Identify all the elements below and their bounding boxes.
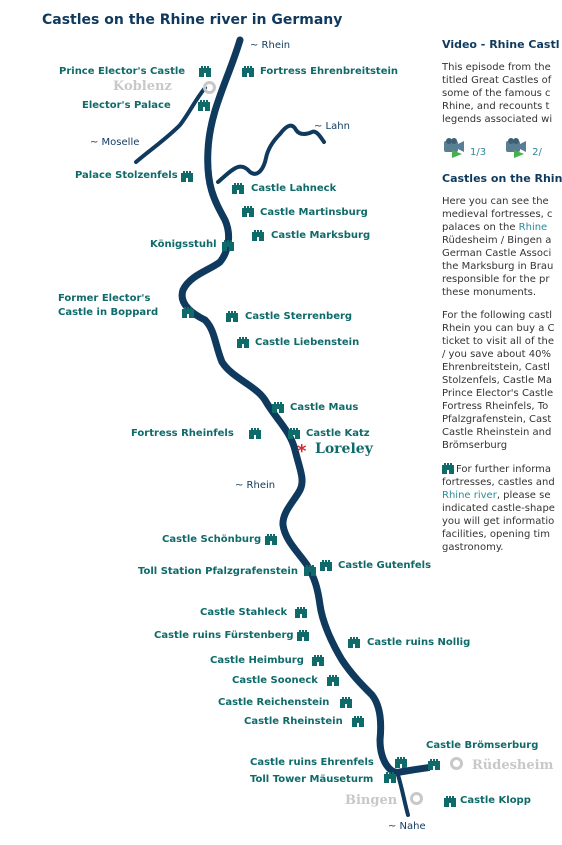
castle-label-maeuseturm[interactable]: Toll Tower Mäuseturm: [250, 774, 374, 785]
castle-label-broemserburg[interactable]: Castle Brömserburg: [426, 740, 539, 751]
castle-icon[interactable]: [384, 771, 396, 783]
castle-label-rheinstein[interactable]: Castle Rheinstein: [244, 716, 343, 727]
city-koblenz: Koblenz: [113, 79, 172, 94]
castle-icon[interactable]: [181, 170, 193, 182]
castle-icon: [442, 462, 454, 474]
castle-label-nollig[interactable]: Castle ruins Nollig: [367, 637, 471, 648]
castle-icon[interactable]: [288, 427, 300, 439]
castle-icon[interactable]: [297, 629, 309, 641]
video-link-1[interactable]: [442, 136, 486, 158]
castle-label-sooneck[interactable]: Castle Sooneck: [232, 675, 318, 686]
video-camera-icon: [442, 136, 466, 158]
castle-label-ehrenfels[interactable]: Castle ruins Ehrenfels: [250, 757, 374, 768]
castles-intro-text-b: Rüdesheim / Bingen a German Castle Associ the Marksburg in Brau responsible for the pr these monuments.: [442, 235, 554, 298]
further-info-text-a: For further informa fortresses, castles and: [442, 464, 555, 488]
video-links: [442, 136, 562, 158]
further-info: [442, 462, 562, 554]
river-label-nahe: ~ Nahe: [388, 821, 426, 832]
video-link-1-label: 1/3: [470, 147, 487, 158]
castle-label-ehrenbreitstein[interactable]: Fortress Ehrenbreitstein: [260, 66, 399, 77]
castle-label-prince-elector[interactable]: Prince Elector's Castle: [59, 66, 186, 77]
castle-icon[interactable]: [395, 756, 407, 768]
river-label-moselle: ~ Moselle: [90, 137, 140, 148]
castle-icon[interactable]: [232, 182, 244, 194]
castle-icon[interactable]: [272, 401, 284, 413]
castle-icon[interactable]: [237, 336, 249, 348]
video-camera-icon: [504, 136, 528, 158]
castle-icon[interactable]: [226, 310, 238, 322]
castle-label-martinsburg[interactable]: Castle Martinsburg: [260, 207, 368, 218]
castle-icon[interactable]: [222, 239, 234, 251]
castle-icon[interactable]: [340, 696, 352, 708]
castles-intro: [442, 195, 562, 299]
castle-label-electors-palace[interactable]: Elector's Palace: [82, 100, 171, 111]
castle-label-reichenstein[interactable]: Castle Reichenstein: [218, 697, 330, 708]
castle-label-rheinfels[interactable]: Fortress Rheinfels: [131, 428, 234, 439]
castle-icon[interactable]: [428, 758, 440, 770]
city-bingen: Bingen: [345, 793, 398, 808]
video-link-2-label: 2/: [532, 147, 542, 158]
castle-icon[interactable]: [304, 564, 316, 576]
ticket-info: For the following castl Rhein you can buy a C ticket to visit all of the / you save about 40% Ehrenbreitstein, Castl Stolzenfels, Castle Ma Prince Elector's Castle Fortress Rheinfels, To Pfalzgrafenstein, Cast Castle Rheinstein and Brömserburg: [442, 310, 555, 451]
castle-label-gutenfels[interactable]: Castle Gutenfels: [338, 560, 432, 571]
castles-intro-text-a: Here you can see the medieval fortresses, c palaces on the: [442, 196, 553, 233]
castles-heading: Castles on the Rhin: [442, 172, 562, 185]
castle-icon[interactable]: [320, 559, 332, 571]
page-title: Castles on the Rhine river in Germany: [42, 12, 343, 28]
video-link-2[interactable]: [504, 136, 542, 158]
castle-label-marksburg[interactable]: Castle Marksburg: [271, 230, 371, 241]
castle-icon[interactable]: [312, 654, 324, 666]
castle-icon[interactable]: [252, 229, 264, 241]
castle-icon[interactable]: [327, 674, 339, 686]
castle-label-klopp[interactable]: Castle Klopp: [460, 795, 531, 806]
castle-label-maus[interactable]: Castle Maus: [290, 402, 359, 413]
city-marker-bingen: [410, 792, 423, 805]
river-lahn: [218, 126, 324, 182]
video-description: This episode from the titled Great Castles of some of the famous c Rhine, and recounts t legends associated wi: [442, 62, 553, 125]
castle-label-heimburg[interactable]: Castle Heimburg: [210, 655, 304, 666]
castle-label-katz[interactable]: Castle Katz: [306, 428, 370, 439]
castle-label-stolzenfels[interactable]: Palace Stolzenfels: [75, 170, 178, 181]
castle-label-lahneck[interactable]: Castle Lahneck: [251, 183, 337, 194]
castle-label-pfalzgrafenstein[interactable]: Toll Station Pfalzgrafenstein: [138, 566, 298, 577]
castle-icon[interactable]: [242, 65, 254, 77]
castle-icon[interactable]: [444, 795, 456, 807]
sidebar: [442, 38, 562, 564]
castle-icon[interactable]: [242, 205, 254, 217]
river-label-lahn: ~ Lahn: [314, 121, 350, 132]
city-ruedesheim: Rüdesheim: [472, 758, 554, 773]
river-nahe: [398, 775, 408, 815]
video-heading: Video - Rhine Castl: [442, 38, 560, 51]
castle-label-schoenburg[interactable]: Castle Schönburg: [162, 534, 262, 545]
castle-label-boppard-line2[interactable]: Castle in Boppard: [58, 307, 159, 318]
loreley-star-icon: *: [297, 441, 307, 462]
castle-icon[interactable]: [295, 606, 307, 618]
castle-icon[interactable]: [199, 65, 211, 77]
further-info-text-b: , please se indicated castle-shape you will get informatio facilities, opening tim gastronomy.: [442, 490, 555, 553]
loreley-label: Loreley: [315, 441, 373, 457]
rhine-link[interactable]: Rhine: [518, 222, 548, 233]
rhine-river-link[interactable]: Rhine river: [442, 490, 497, 501]
castle-icon[interactable]: [265, 533, 277, 545]
city-marker-koblenz: [203, 81, 216, 94]
river-label-rhein-top: ~ Rhein: [250, 40, 291, 51]
castle-label-fuerstenberg[interactable]: Castle ruins Fürstenberg: [154, 630, 294, 641]
castle-label-sterrenberg[interactable]: Castle Sterrenberg: [245, 311, 353, 322]
castle-icon[interactable]: [182, 306, 194, 318]
castle-label-boppard-line1[interactable]: Former Elector's: [58, 293, 151, 304]
city-marker-ruedesheim: [450, 757, 463, 770]
castle-label-liebenstein[interactable]: Castle Liebenstein: [255, 337, 360, 348]
castle-label-stahleck[interactable]: Castle Stahleck: [200, 607, 288, 618]
castle-icon[interactable]: [249, 427, 261, 439]
castle-icon[interactable]: [198, 99, 210, 111]
castle-icon[interactable]: [348, 636, 360, 648]
castle-icon[interactable]: [352, 715, 364, 727]
castle-label-koenigsstuhl[interactable]: Königsstuhl: [150, 239, 217, 250]
river-label-rhein-mid: ~ Rhein: [235, 480, 276, 491]
